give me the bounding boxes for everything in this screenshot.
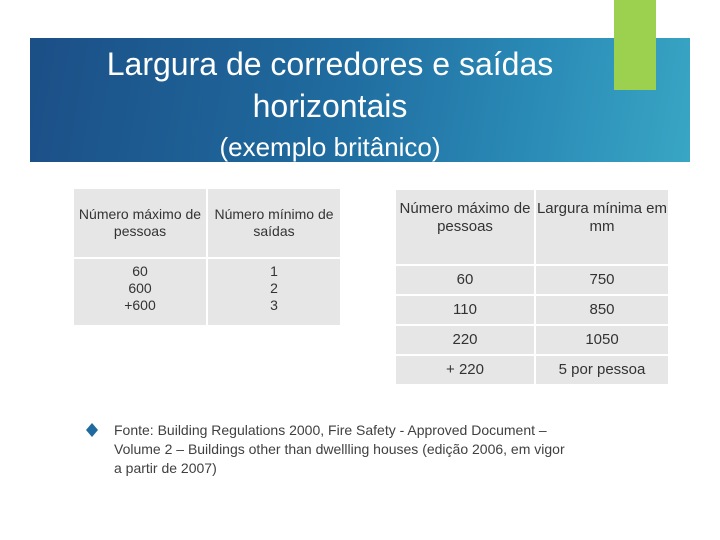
exits-table-header-people: Número máximo de pessoas [74,189,206,257]
table-cell: 850 [536,296,668,324]
slide-title-line2: horizontais [252,88,408,124]
exits-table-header-exits: Número mínimo de saídas [208,189,340,257]
table-cell-value: +600 [124,297,156,313]
table-cell-value: 60 [132,263,148,279]
table-row [396,266,668,294]
table-cell-value: 2 [270,280,278,296]
table-cell: 110 [396,296,534,324]
table-cell-value: 1 [270,263,278,279]
table-cell: 750 [536,266,668,294]
table-cell: 60 [396,266,534,294]
source-note: Fonte: Building Regulations 2000, Fire Safety - Approved Document – Volume 2 – Buildings other than dwellling houses (edição 2006, em vigor a partir de 2007) [114,422,565,476]
table-cell-value: 600 [128,280,152,296]
width-table-header-width: Largura mínima em mm [536,190,668,264]
table-cell: 220 [396,326,534,354]
slide-subtitle: (exemplo britânico) [219,132,441,162]
width-table-header-people: Número máximo de pessoas [396,190,534,264]
table-cell-value: 3 [270,297,278,313]
table-cell: 5 por pessoa [536,356,668,384]
exits-table-people-cell [74,259,206,325]
table-cell: 1050 [536,326,668,354]
table-row [396,296,668,324]
table-row [396,356,668,384]
exits-table-exits-cell [208,259,340,325]
diamond-bullet-icon [86,423,98,437]
slide-title-line1: Largura de corredores e saídas [106,46,554,82]
table-cell: + 220 [396,356,534,384]
table-row [396,326,668,354]
width-table [394,188,670,386]
exits-table [72,187,342,327]
